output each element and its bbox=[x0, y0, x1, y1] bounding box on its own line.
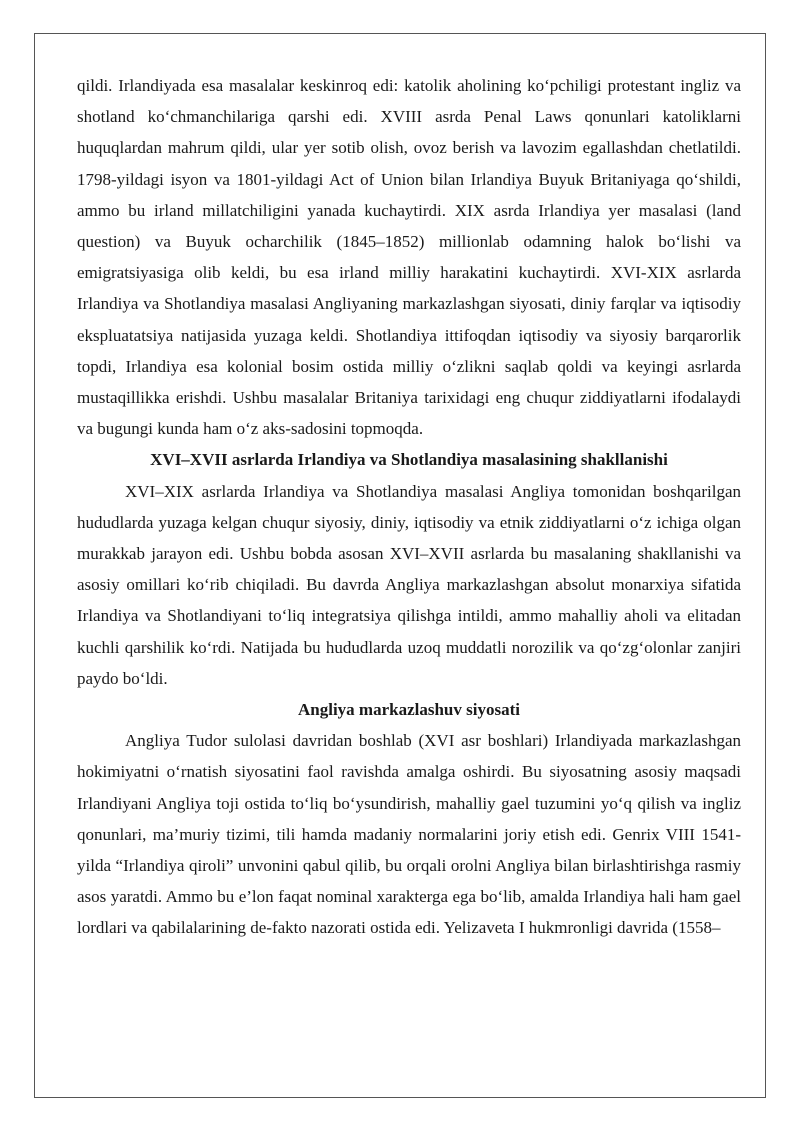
paragraph-centralization: Angliya Tudor sulolasi davridan boshlab (XVI asr boshlari) Irlandiyada markazlashgan hokimiyatni o‘rnatish siyosatini faol ravishda amalga oshirdi. Bu siyosatning asosiy maqsadi Irlandiyani Angliya toji ostida to‘liq bo‘ysundirish, mahalliy gael tuzumini yo‘q qilish va ingliz qonunlari, ma’muriy tizimi, tili hamda madaniy normalarini joriy etish edi. Genrix VIII 1541-yilda “Irlandiya qiroli” unvonini qabul qilib, bu orqali orolni Angliya bilan birlashtirishga rasmiy asos yaratdi. Ammo bu e’lon faqat nominal xarakterga ega bo‘lib, amalda Irlandiya hali ham gael lordlari va qabilalarining de-fakto nazorati ostida edi. Yelizaveta I hukmronligi davrida (1558– bbox=[77, 731, 741, 938]
section-heading: XVI–XVII asrlarda Irlandiya va Shotlandiya masalasining shakllanishi bbox=[150, 450, 668, 470]
paragraph-intro: XVI–XIX asrlarda Irlandiya va Shotlandiya masalasi Angliya tomonidan boshqarilgan hududlarda yuzaga kelgan chuqur siyosiy, diniy, iqtisodiy va etnik ziddiyatlarni o‘z ichiga olgan murakkab jarayon edi. Ushbu bobda asosan XVI–XVII asrlarda bu masalaning shakllanishi va asosiy omillari ko‘rib chiqiladi. Bu davrda Angliya markazlashgan absolut monarxiya sifatida Irlandiya va Shotlandiyani to‘liq integratsiya qilishga intildi, ammo mahalliy aholi va elitadan kuchli qarshilik ko‘rdi. Natijada bu hududlarda uzoq muddatli norozilik va qo‘zg‘olonlar zanjiri paydo bo‘ldi. bbox=[77, 481, 741, 688]
subsection-heading: Angliya markazlashuv siyosati bbox=[298, 700, 520, 720]
document-body bbox=[77, 70, 741, 944]
paragraph-continued: qildi. Irlandiyada esa masalalar keskinroq edi: katolik aholining ko‘pchiligi protestant ingliz va shotland ko‘chmanchilariga qarshi edi. XVIII asrda Penal Laws qonunlari katoliklarni huquqlardan mahrum qildi, ular yer sotib olish, ovoz berish va lavozim egallashdan chetlatildi. 1798-yildagi isyon va 1801-yildagi Act of Union bilan Irlandiya Buyuk Britaniyaga qo‘shildi, ammo bu irland millatchiligini yanada kuchaytirdi. XIX asrda Irlandiya yer masalasi (land question) va Buyuk ocharchilik (1845–1852) millionlab odamning halok bo‘lishi va emigratsiyasiga olib keldi, bu esa irland milliy harakatini kuchaytirdi. XVI-XIX asrlarda Irlandiya va Shotlandiya masalasi Angliyaning markazlashgan siyosati, diniy farqlar va iqtisodiy ekspluatatsiya natijasida yuzaga keldi. Shotlandiya ittifoqdan iqtisodiy va siyosiy barqarorlik topdi, Irlandiya esa kolonial bosim ostida milliy o‘zlikni saqlab qoldi va keyingi asrlarda mustaqillikka erishdi. Ushbu masalalar Britaniya tarixidagi eng chuqur ziddiyatlarni ifodalaydi va bugungi kunda ham o‘z aks-sadosini topmoqda. bbox=[77, 76, 741, 439]
